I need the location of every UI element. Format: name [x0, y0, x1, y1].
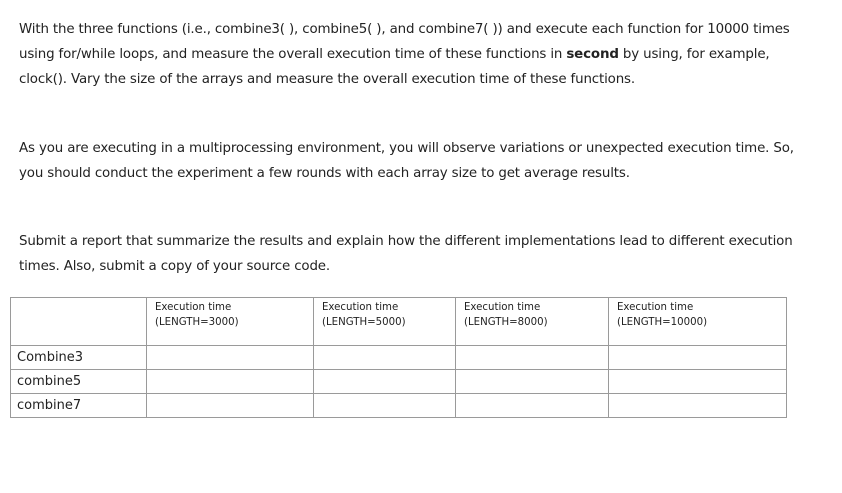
results-table [10, 297, 787, 418]
table-cell [609, 346, 787, 370]
header-length: (LENGTH=5000) [322, 317, 406, 328]
table-cell [147, 394, 314, 418]
table-row [11, 394, 787, 418]
instruction-paragraph-3: Submit a report that summarize the results and explain how the different implementations lead to different execution times. Also, submit a copy of your source code. [19, 234, 793, 274]
paragraph-1-bold-text: second [566, 47, 619, 62]
instruction-paragraph-2: As you are executing in a multiprocessing environment, you will observe variations or unexpected execution time. So, you should conduct the experiment a few rounds with each array size to get average results. [19, 141, 794, 181]
table-cell [147, 346, 314, 370]
table-row [11, 346, 787, 370]
header-title: Execution time [155, 302, 232, 313]
header-title: Execution time [617, 302, 694, 313]
table-cell [609, 394, 787, 418]
table-cell [314, 394, 456, 418]
table-header-cell [456, 298, 609, 346]
table-header-cell [314, 298, 456, 346]
table-cell [314, 370, 456, 394]
row-label: combine7 [11, 394, 147, 418]
header-length: (LENGTH=10000) [617, 317, 708, 328]
header-length: (LENGTH=8000) [464, 317, 548, 328]
header-title: Execution time [322, 302, 399, 313]
table-cell [609, 370, 787, 394]
table-header-cell [609, 298, 787, 346]
instruction-paragraph-1 [19, 17, 809, 92]
row-label: combine5 [11, 370, 147, 394]
table-header-row [11, 298, 787, 346]
table-cell [314, 346, 456, 370]
table-corner-cell [11, 298, 147, 346]
table-header-cell [147, 298, 314, 346]
table-row [11, 370, 787, 394]
header-length: (LENGTH=3000) [155, 317, 239, 328]
table-cell [147, 370, 314, 394]
paragraph-1-text-b: by using, for example, clock(). Vary the size of the arrays and measure the overall execution time of these functions. [19, 47, 770, 87]
paragraph-1-text-a: With the three functions (i.e., combine3( ), combine5( ), and combine7( )) and execute each function for 10000 times using for/while loops, and measure the overall execution time of these functions in [19, 22, 790, 62]
table-cell [456, 394, 609, 418]
header-title: Execution time [464, 302, 541, 313]
table-cell [456, 370, 609, 394]
row-label: Combine3 [11, 346, 147, 370]
table-cell [456, 346, 609, 370]
